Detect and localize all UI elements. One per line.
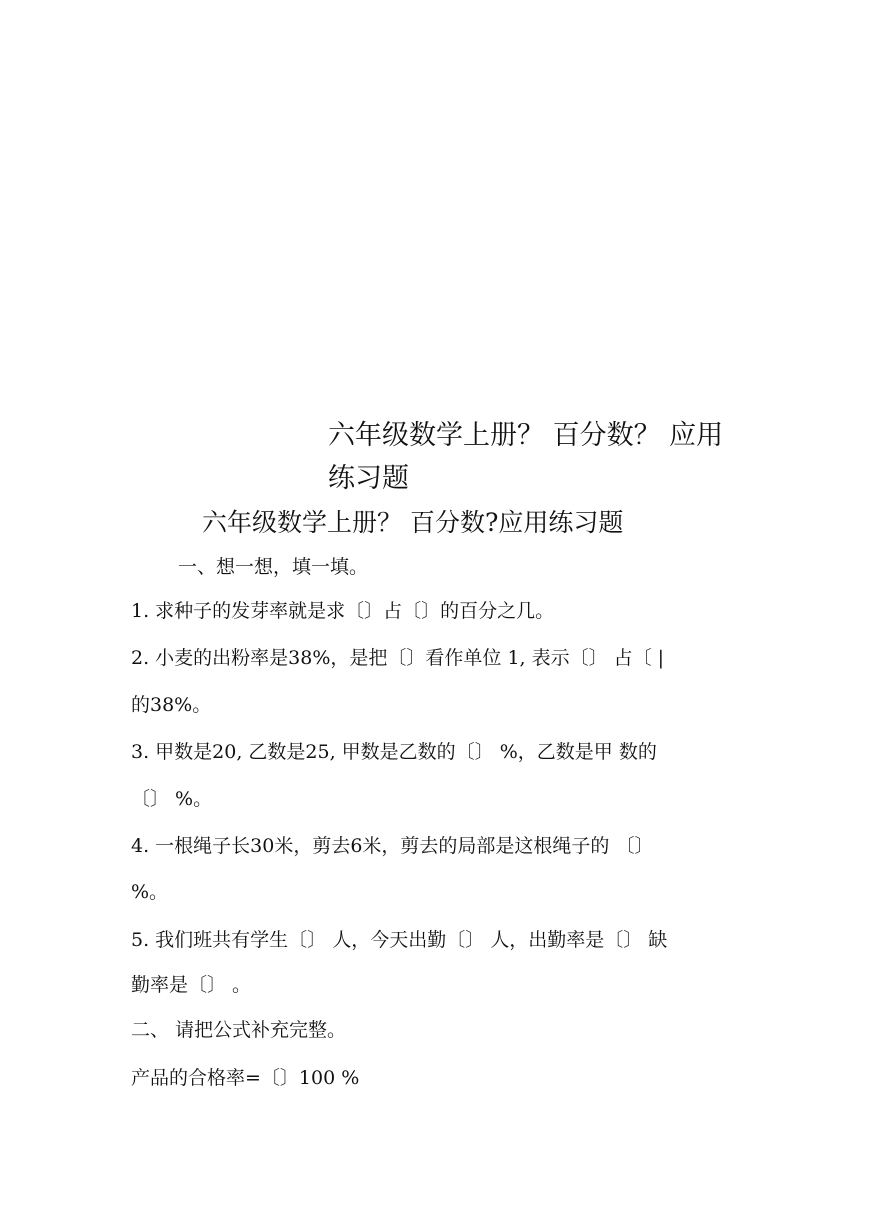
question-4-line-1: 4. 一根绳子长30米，剪去6米，剪去的局部是这根绳子的 〔〕: [131, 835, 654, 857]
question-2-line-1: 2. 小麦的出粉率是38%，是把〔〕看作单位 1, 表示〔〕 占〔 |: [131, 647, 665, 669]
section-2-heading: 二、 请把公式补充完整。: [131, 1019, 347, 1041]
document-title-line-1: 六年级数学上册？ 百分数？ 应用: [328, 420, 724, 451]
question-2-line-2: 的38%。: [131, 694, 212, 716]
question-3-line-2: 〔〕 %。: [131, 788, 213, 810]
document-subtitle: 六年级数学上册？ 百分数?应用练习题: [202, 508, 624, 537]
question-4-line-2: %。: [131, 881, 169, 903]
section-1-heading: 一、想一想，填一填。: [178, 556, 369, 578]
document-title-line-2: 练习题: [328, 463, 409, 494]
formula-qualification-rate: 产品的合格率=〔〕100 %: [131, 1067, 360, 1089]
question-1-line-1: 1. 求种子的发芽率就是求〔〕占〔〕的百分之几。: [131, 600, 555, 622]
question-5-line-1: 5. 我们班共有学生〔〕 人，今天出勤〔〕 人，出勤率是〔〕 缺: [131, 929, 668, 951]
question-5-line-2: 勤率是〔〕 。: [131, 974, 252, 996]
question-3-line-1: 3. 甲数是20, 乙数是25, 甲数是乙数的〔〕 %，乙数是甲 数的: [131, 741, 657, 763]
